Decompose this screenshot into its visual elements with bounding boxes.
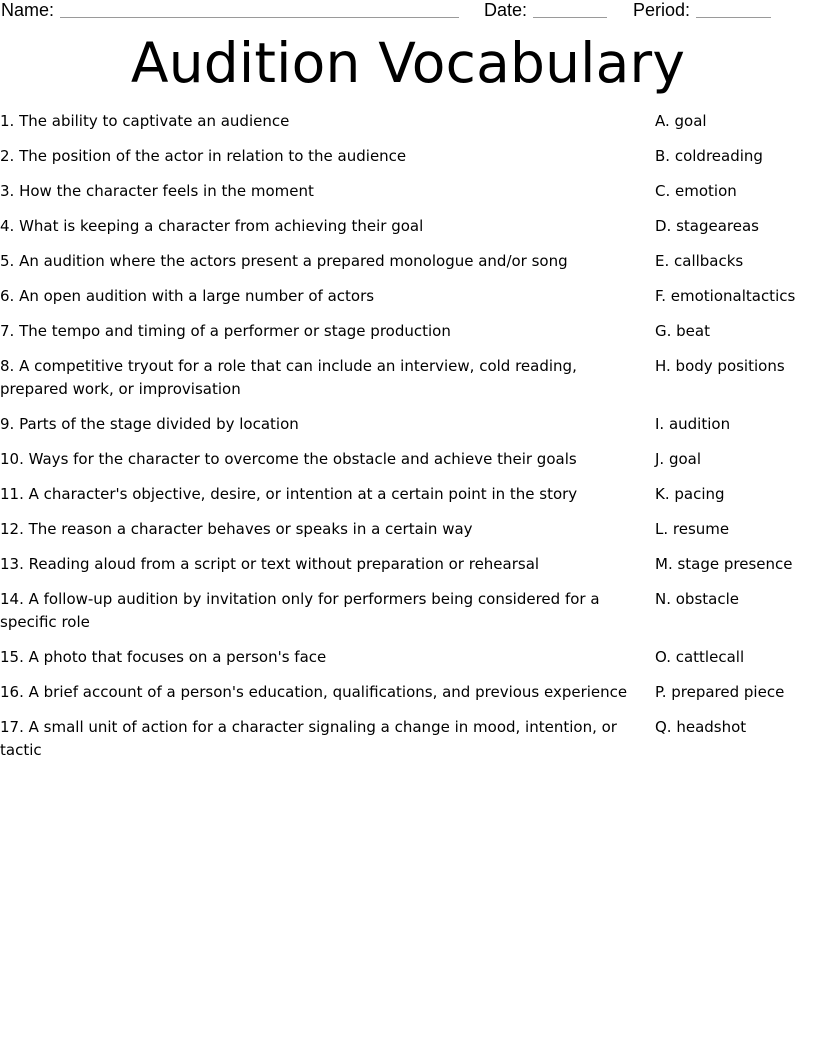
matching-item — [0, 716, 816, 762]
matching-item — [0, 355, 816, 401]
matching-item — [0, 448, 816, 471]
clue-text: 17. A small unit of action for a character signaling a change in mood, intention, or tactic — [0, 718, 617, 759]
clue-text: 4. What is keeping a character from achieving their goal — [0, 217, 424, 235]
matching-item — [0, 180, 816, 203]
clue-text: 6. An open audition with a large number of actors — [0, 287, 375, 305]
clue-text: 12. The reason a character behaves or speaks in a certain way — [0, 520, 473, 538]
matching-item — [0, 320, 816, 343]
matching-item — [0, 285, 816, 308]
clue-text: 5. An audition where the actors present a prepared monologue and/or song — [0, 252, 568, 270]
period-field[interactable] — [633, 0, 771, 20]
clue-text: 14. A follow-up audition by invitation only for performers being considered for a specific role — [0, 590, 600, 631]
clue-text: 2. The position of the actor in relation to the audience — [0, 147, 407, 165]
matching-item — [0, 145, 816, 168]
answer-option: Q. headshot — [655, 718, 747, 736]
answer-option: F. emotionaltactics — [655, 287, 796, 305]
answer-option: E. callbacks — [655, 252, 744, 270]
answer-option: H. body positions — [655, 357, 785, 375]
name-blank-line[interactable] — [60, 0, 459, 18]
answer-option: O. cattlecall — [655, 648, 745, 666]
answer-option: I. audition — [655, 415, 731, 433]
answer-option: L. resume — [655, 520, 730, 538]
date-label: Date: — [484, 0, 528, 20]
period-blank-line[interactable] — [696, 0, 771, 18]
answer-option: A. goal — [655, 112, 707, 130]
period-label: Period: — [633, 0, 691, 20]
clue-text: 3. How the character feels in the moment — [0, 182, 314, 200]
answer-option: M. stage presence — [655, 555, 793, 573]
matching-item — [0, 518, 816, 541]
clue-text: 10. Ways for the character to overcome the obstacle and achieve their goals — [0, 450, 577, 468]
clue-text: 7. The tempo and timing of a performer or stage production — [0, 322, 451, 340]
matching-list — [0, 110, 816, 774]
answer-option: N. obstacle — [655, 590, 739, 608]
answer-option: B. coldreading — [655, 147, 763, 165]
matching-item — [0, 483, 816, 506]
clue-text: 9. Parts of the stage divided by location — [0, 415, 299, 433]
clue-text: 15. A photo that focuses on a person's face — [0, 648, 327, 666]
answer-option: P. prepared piece — [655, 683, 785, 701]
clue-text: 1. The ability to captivate an audience — [0, 112, 290, 130]
matching-item — [0, 250, 816, 273]
matching-item — [0, 215, 816, 238]
name-field[interactable] — [1, 0, 459, 20]
answer-option: G. beat — [655, 322, 710, 340]
matching-item — [0, 646, 816, 669]
clue-text: 16. A brief account of a person's education, qualifications, and previous experience — [0, 683, 628, 701]
matching-item — [0, 588, 816, 634]
answer-option: J. goal — [655, 450, 702, 468]
clue-text: 11. A character's objective, desire, or intention at a certain point in the story — [0, 485, 578, 503]
matching-item — [0, 110, 816, 133]
answer-option: C. emotion — [655, 182, 737, 200]
clue-text: 8. A competitive tryout for a role that can include an interview, cold reading, prepared work, or improvisation — [0, 357, 577, 398]
matching-item — [0, 681, 816, 704]
clue-text: 13. Reading aloud from a script or text without preparation or rehearsal — [0, 555, 540, 573]
date-blank-line[interactable] — [533, 0, 607, 18]
worksheet-header — [0, 0, 816, 24]
date-field[interactable] — [484, 0, 607, 20]
name-label: Name: — [1, 0, 55, 20]
page-title: Audition Vocabulary — [130, 31, 686, 95]
answer-option: K. pacing — [655, 485, 725, 503]
matching-item — [0, 413, 816, 436]
answer-option: D. stageareas — [655, 217, 759, 235]
matching-item — [0, 553, 816, 576]
